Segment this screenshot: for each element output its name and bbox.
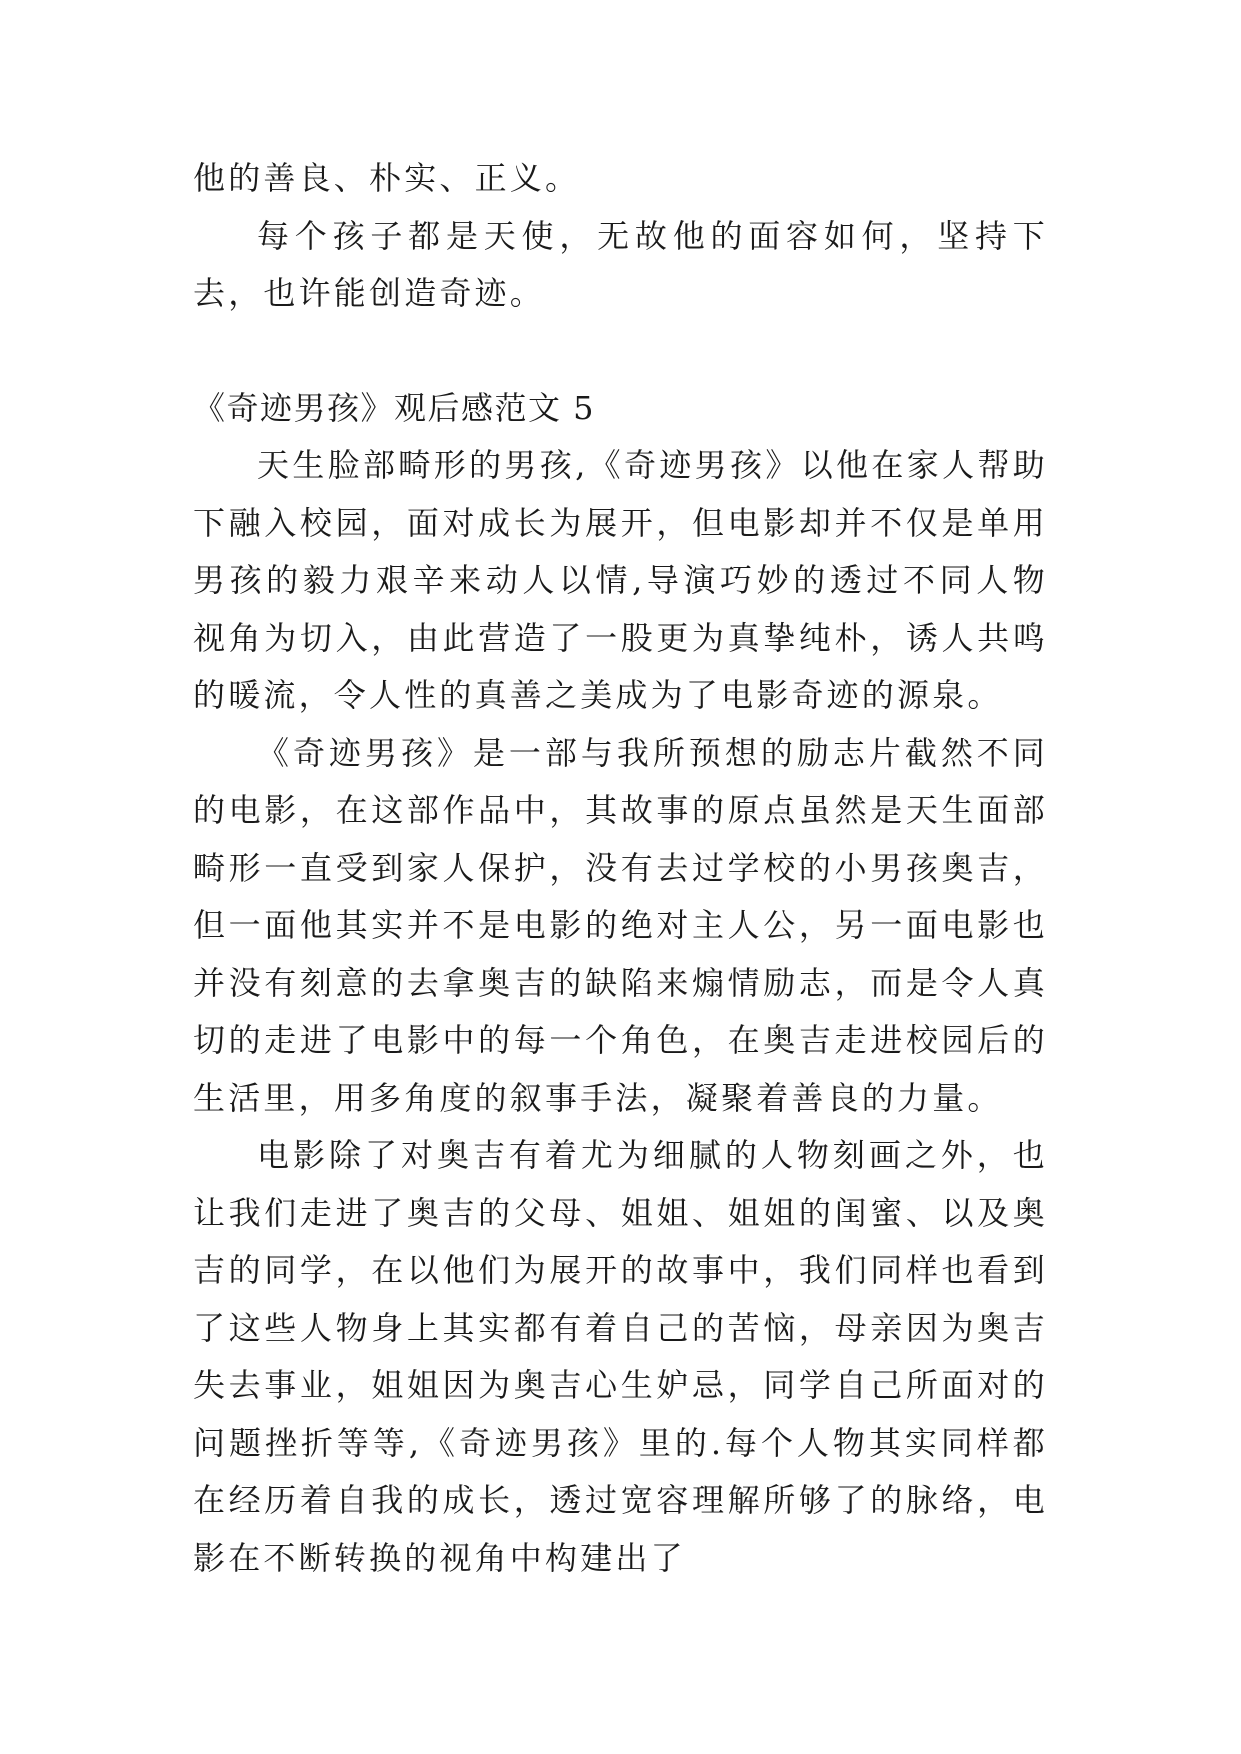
paragraph-body-2: 《奇迹男孩》是一部与我所预想的励志片截然不同的电影，在这部作品中，其故事的原点虽然是天生面部畸形一直受到家人保护，没有去过学校的小男孩奥吉，但一面他其实并不是电影的绝对主人公，另一面电影也并没有刻意的去拿奥吉的缺陷来煽情励志，而是令人真切的走进了电影中的每一个角色，在奥吉走进校园后的生活里，用多角度的叙事手法，凝聚着善良的力量。 (193, 733, 1048, 1117)
paragraph-body-1: 天生脸部畸形的男孩,《奇迹男孩》以他在家人帮助下融入校园，面对成长为展开，但电影却并不仅是单用男孩的毅力艰辛来动人以情,导演巧妙的透过不同人物视角为切入，由此营造了一股更为真挚纯朴，诱人共鸣的暖流，令人性的真善之美成为了电影奇迹的源泉。 (193, 446, 1048, 714)
paragraph-continuation: 他的善良、朴实、正义。 (193, 159, 581, 197)
document-page (193, 150, 1048, 1587)
section-heading: 《奇迹男孩》观后感范文 5 (193, 388, 596, 427)
paragraph-body-3: 电影除了对奥吉有着尤为细腻的人物刻画之外，也让我们走进了奥吉的父母、姐姐、姐姐的闺蜜、以及奥吉的同学，在以他们为展开的故事中，我们同样也看到了这些人物身上其实都有着自己的苦恼，母亲因为奥吉失去事业，姐姐因为奥吉心生妒忌，同学自己所面对的问题挫折等等,《奇迹男孩》里的.每个人物其实同样都在经历着自我的成长，透过宽容理解所够了的脉络，电影在不断转换的视角中构建出了 (193, 1136, 1048, 1577)
paragraph-conclusion: 每个孩子都是天使，无故他的面容如何，坚持下去，也许能创造奇迹。 (193, 216, 1048, 312)
section-spacer (193, 323, 1048, 380)
